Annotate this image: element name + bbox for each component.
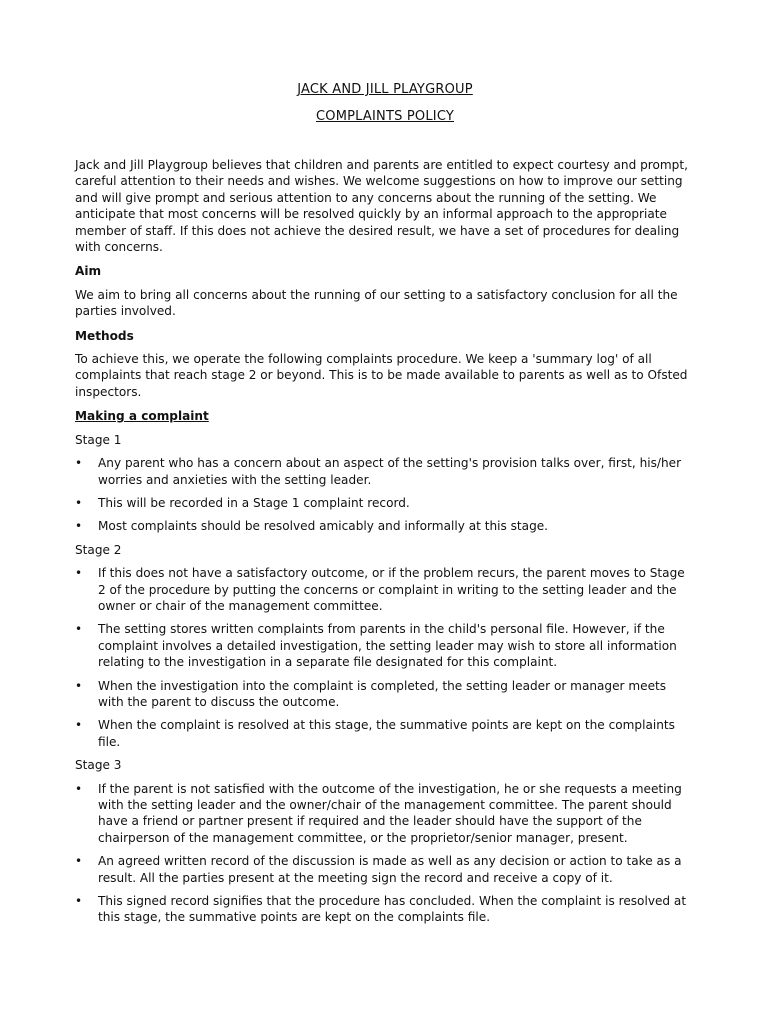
list-item-text: If this does not have a satisfactory outcome, or if the problem recurs, the parent moves to Stage 2 of the procedure by putting the concerns or complaint in writing to the setting leader and the owner or chair of the management committee. xyxy=(98,566,685,613)
list-item-text: If the parent is not satisfied with the outcome of the investigation, he or she requests a meeting with the setting leader and the owner/chair of the management committee. The parent should have a friend or partner present if required and the leader should have the support of the chairperson of the management committee, or the proprietor/senior manager, present. xyxy=(98,781,682,845)
bullet-icon: • xyxy=(75,781,83,796)
aim-heading: Aim xyxy=(75,264,102,279)
list-item-text: When the complaint is resolved at this stage, the summative points are kept on the complaints file. xyxy=(98,718,675,749)
bullet-icon: • xyxy=(75,519,83,534)
list-item xyxy=(75,717,695,750)
bullet-icon: • xyxy=(75,622,83,637)
document-title: JACK AND JILL PLAYGROUP xyxy=(297,82,473,97)
list-item xyxy=(75,455,695,488)
stage-1-label: Stage 1 xyxy=(75,432,122,447)
list-item xyxy=(75,495,695,511)
list-item xyxy=(75,518,695,534)
methods-heading: Methods xyxy=(75,328,134,343)
stage-1-list xyxy=(75,455,695,535)
list-item xyxy=(75,678,695,711)
list-item-text: This signed record signifies that the procedure has concluded. When the complaint is resolved at this stage, the summative points are kept on the complaints file. xyxy=(98,894,687,925)
list-item xyxy=(75,853,695,886)
bullet-icon: • xyxy=(75,678,83,693)
stage-3-list xyxy=(75,781,695,926)
bullet-icon: • xyxy=(75,566,83,581)
list-item-text: When the investigation into the complaint is completed, the setting leader or manager meets with the parent to discuss the outcome. xyxy=(98,678,667,709)
stage-3-label: Stage 3 xyxy=(75,758,122,773)
list-item-text: The setting stores written complaints from parents in the child's personal file. However, if the complaint involves a detailed investigation, the setting leader may wish to store all information relating to the investigation in a separate file designated for this complaint. xyxy=(98,622,677,670)
list-item-text: An agreed written record of the discussion is made as well as any decision or action to take as a result. All the parties present at the meeting sign the record and receive a copy of it. xyxy=(98,854,682,885)
document-subtitle: COMPLAINTS POLICY xyxy=(315,109,455,124)
bullet-icon: • xyxy=(75,854,83,869)
bullet-icon: • xyxy=(75,894,83,909)
list-item xyxy=(75,781,695,847)
list-item-text: This will be recorded in a Stage 1 complaint record. xyxy=(98,495,410,510)
list-item xyxy=(75,893,695,926)
stage-2-list xyxy=(75,565,695,750)
aim-paragraph: We aim to bring all concerns about the running of our setting to a satisfactory conclusion for all the parties involved. xyxy=(75,287,678,319)
list-item xyxy=(75,621,695,670)
bullet-icon: • xyxy=(75,456,83,471)
making-complaint-heading: Making a complaint xyxy=(75,409,209,424)
methods-paragraph: To achieve this, we operate the following complaints procedure. We keep a 'summary log' of all complaints that reach stage 2 or beyond. This is to be made available to parents as well as to Ofsted inspectors. xyxy=(75,352,688,399)
stage-2-label: Stage 2 xyxy=(75,542,122,557)
list-item-text: Most complaints should be resolved amicably and informally at this stage. xyxy=(98,519,549,534)
intro-paragraph: Jack and Jill Playgroup believes that children and parents are entitled to expect courtesy and prompt, careful attention to their needs and wishes. We welcome suggestions on how to improve our setting and will give prompt and serious attention to any concerns about the running of the setting. We anticipate that most concerns will be resolved quickly by an informal approach to the appropriate member of staff. If this does not achieve the desired result, we have a set of procedures for dealing with concerns. xyxy=(75,158,688,255)
bullet-icon: • xyxy=(75,495,83,510)
list-item-text: Any parent who has a concern about an aspect of the setting's provision talks over, first, his/her worries and anxieties with the setting leader. xyxy=(98,456,682,487)
document-body xyxy=(75,157,695,933)
list-item xyxy=(75,565,695,614)
bullet-icon: • xyxy=(75,718,83,733)
